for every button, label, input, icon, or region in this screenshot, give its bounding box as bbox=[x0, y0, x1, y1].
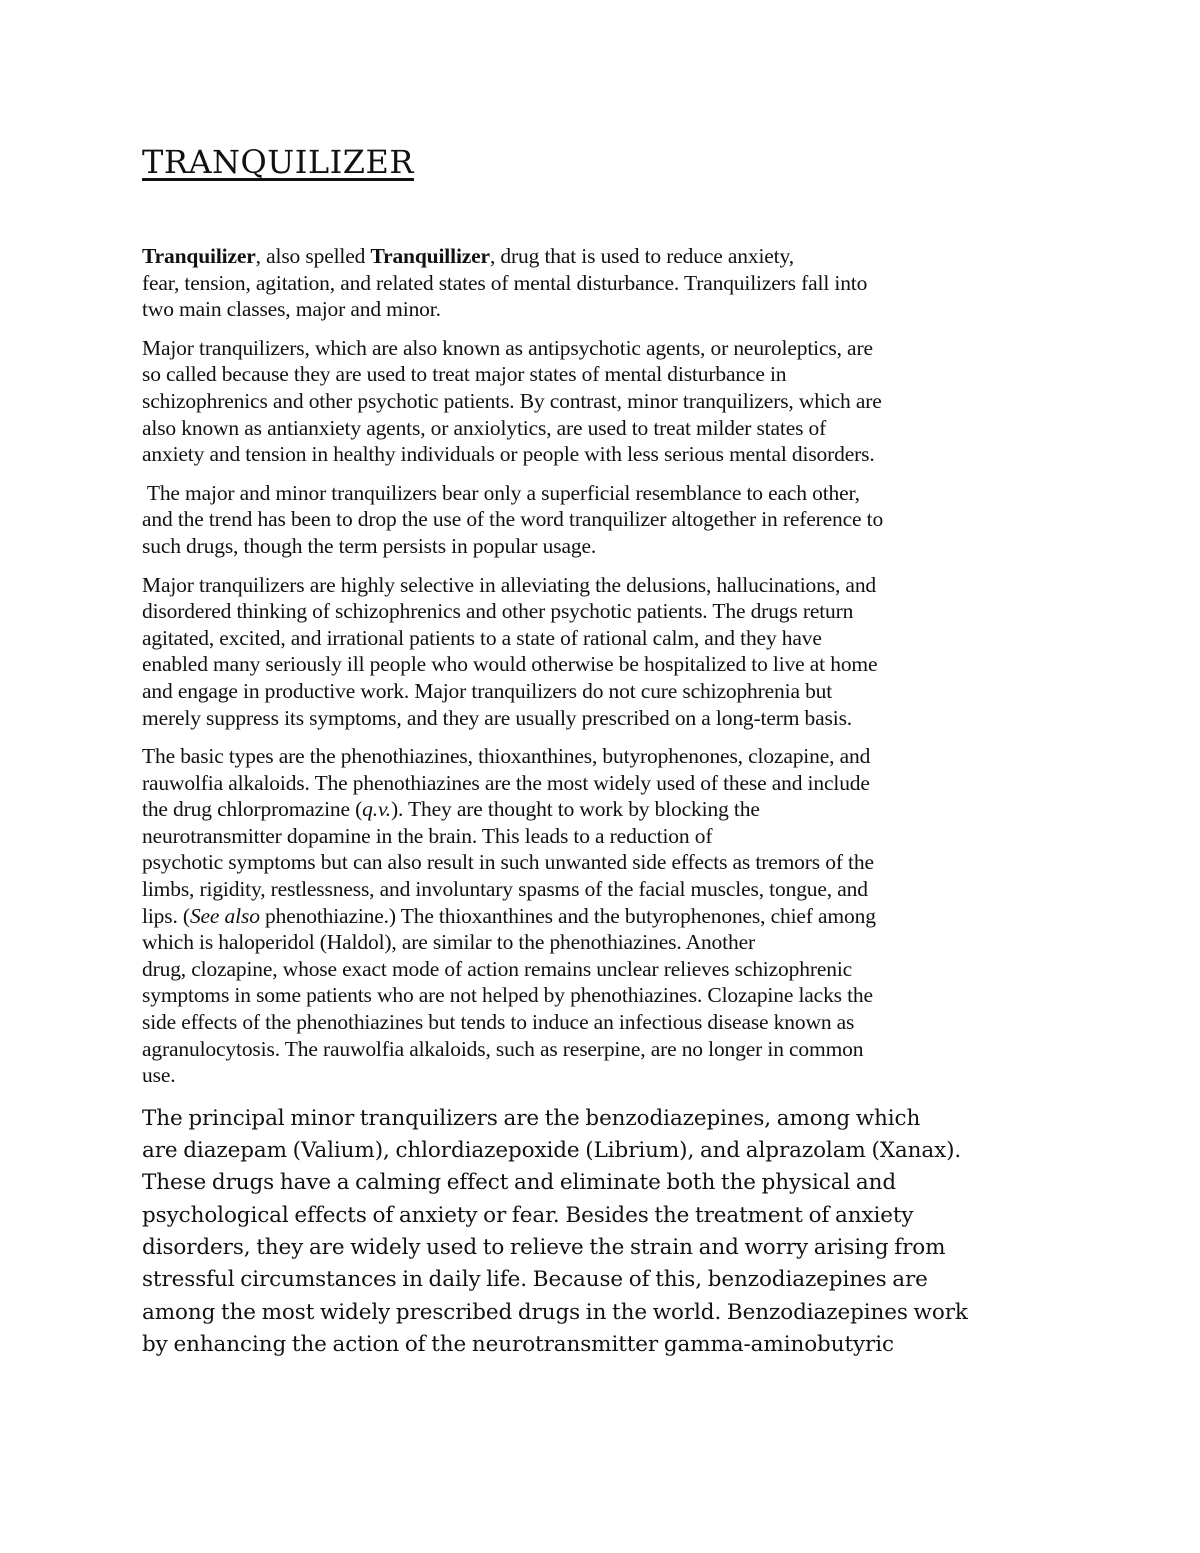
text-line: Major tranquilizers, which are also known as antipsychotic agents, or neuroleptics, are bbox=[142, 335, 873, 360]
text-line: schizophrenics and other psychotic patients. By contrast, minor tranquilizers, which are bbox=[142, 388, 882, 413]
text-line: agranulocytosis. The rauwolfia alkaloids, such as reserpine, are no longer in common bbox=[142, 1036, 864, 1061]
page-title: TRANQUILIZER bbox=[142, 143, 414, 181]
text-line: The basic types are the phenothiazines, thioxanthines, butyrophenones, clozapine, and bbox=[142, 744, 871, 769]
text-line: use. bbox=[142, 1063, 176, 1088]
text-line: by enhancing the action of the neurotransmitter gamma-aminobutyric bbox=[142, 1331, 894, 1357]
paragraph-major-minor bbox=[142, 335, 1072, 468]
text-line: such drugs, though the term persists in popular usage. bbox=[142, 533, 597, 558]
paragraph-intro bbox=[142, 243, 1072, 323]
text-line: also known as antianxiety agents, or anxiolytics, are used to treat milder states of bbox=[142, 415, 827, 440]
paragraph-major-effects bbox=[142, 572, 1072, 732]
text-line: merely suppress its symptoms, and they are usually prescribed on a long-term basis. bbox=[142, 705, 853, 730]
paragraph-minor-tranquilizers bbox=[142, 1103, 1072, 1361]
text-line: which is haloperidol (Haldol), are similar to the phenothiazines. Another bbox=[142, 930, 755, 955]
text-line: Tranquilizer, also spelled Tranquillizer, drug that is used to reduce anxiety, bbox=[142, 244, 794, 268]
text-line: Major tranquilizers are highly selective in alleviating the delusions, hallucinations, and bbox=[142, 572, 877, 597]
text-line: fear, tension, agitation, and related states of mental disturbance. Tranquilizers fall into bbox=[142, 270, 868, 295]
document-page bbox=[142, 140, 1072, 1373]
text-line: and engage in productive work. Major tranquilizers do not cure schizophrenia but bbox=[142, 678, 833, 703]
text-line: anxiety and tension in healthy individuals or people with less serious mental disorders. bbox=[142, 442, 875, 467]
text-line: two main classes, major and minor. bbox=[142, 297, 441, 322]
term-tranquillizer: Tranquillizer bbox=[370, 244, 490, 268]
text-line: are diazepam (Valium), chlordiazepoxide (Librium), and alprazolam (Xanax). bbox=[142, 1138, 962, 1164]
text-line: so called because they are used to treat major states of mental disturbance in bbox=[142, 362, 787, 387]
text-line: disordered thinking of schizophrenics and other psychotic patients. The drugs return bbox=[142, 599, 854, 624]
qv-reference: q.v. bbox=[362, 797, 391, 822]
term-tranquilizer: Tranquilizer bbox=[142, 244, 256, 268]
text-line: disorders, they are widely used to relieve the strain and worry arising from bbox=[142, 1235, 946, 1260]
text-line: psychotic symptoms but can also result in such unwanted side effects as tremors of the bbox=[142, 850, 874, 875]
text-line: The major and minor tranquilizers bear only a superficial resemblance to each other, bbox=[142, 480, 860, 505]
text-line: The principal minor tranquilizers are the benzodiazepines, among which bbox=[142, 1105, 921, 1131]
text-line: limbs, rigidity, restlessness, and involuntary spasms of the facial muscles, tongue, and bbox=[142, 877, 868, 902]
text-line: lips. (See also phenothiazine.) The thioxanthines and the butyrophenones, chief among bbox=[142, 903, 876, 928]
text-line: and the trend has been to drop the use of the word tranquilizer altogether in reference to bbox=[142, 507, 884, 532]
text-line: These drugs have a calming effect and eliminate both the physical and bbox=[142, 1170, 897, 1196]
text-line: rauwolfia alkaloids. The phenothiazines are the most widely used of these and include bbox=[142, 770, 870, 795]
paragraph-basic-types bbox=[142, 743, 1072, 1089]
text-line: symptoms in some patients who are not helped by phenothiazines. Clozapine lacks the bbox=[142, 983, 873, 1008]
text-line: neurotransmitter dopamine in the brain. This leads to a reduction of bbox=[142, 823, 713, 848]
see-also-reference: See also bbox=[189, 903, 260, 928]
text-line: stressful circumstances in daily life. Because of this, benzodiazepines are bbox=[142, 1267, 928, 1293]
text-line: enabled many seriously ill people who would otherwise be hospitalized to live at home bbox=[142, 652, 878, 677]
text-line: the drug chlorpromazine (q.v.). They are thought to work by blocking the bbox=[142, 797, 760, 822]
text-line: agitated, excited, and irrational patients to a state of rational calm, and they have bbox=[142, 625, 822, 650]
text-line: side effects of the phenothiazines but tends to induce an infectious disease known as bbox=[142, 1010, 855, 1035]
text-line: drug, clozapine, whose exact mode of action remains unclear relieves schizophrenic bbox=[142, 956, 853, 981]
text-line: among the most widely prescribed drugs in the world. Benzodiazepines work bbox=[142, 1299, 968, 1325]
paragraph-resemblance bbox=[142, 480, 1072, 560]
text-line: psychological effects of anxiety or fear. Besides the treatment of anxiety bbox=[142, 1202, 914, 1228]
